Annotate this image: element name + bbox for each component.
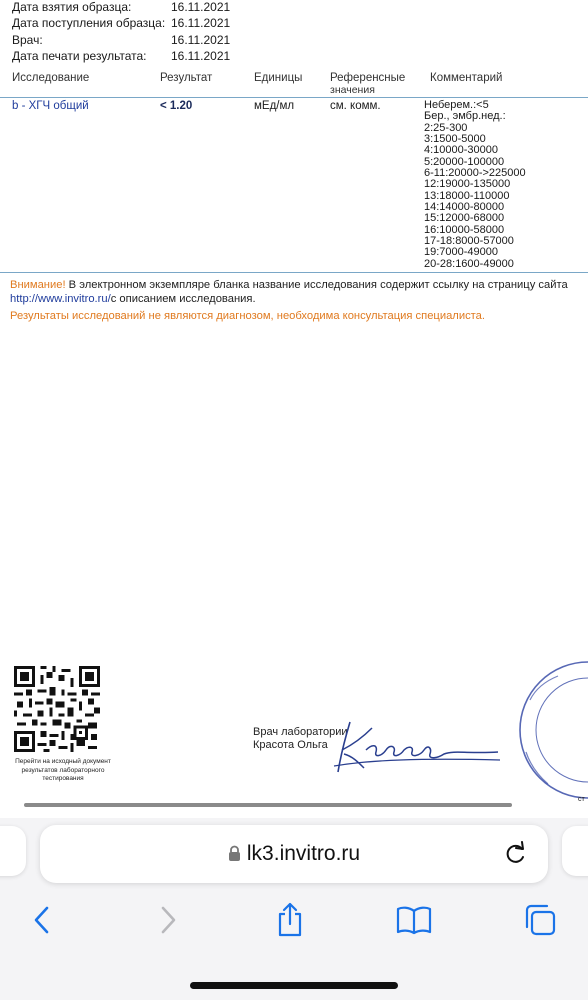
invitro-link[interactable]: http://www.invitro.ru/: [10, 293, 111, 305]
share-button[interactable]: [270, 900, 310, 940]
stamp-seal: [508, 660, 588, 810]
comment-line: 13:18000-110000: [424, 189, 510, 202]
address-bar[interactable]: [40, 825, 548, 883]
qr-code[interactable]: [14, 666, 100, 752]
meta-value: 16.11.2021: [171, 33, 231, 47]
comment-line: Бер., эмбр.нед.:: [424, 110, 506, 123]
horizontal-scrollbar[interactable]: [24, 803, 512, 807]
units-value: мЕд/мл: [254, 100, 295, 112]
row-divider: [0, 272, 588, 273]
comment-reference-ranges: [424, 100, 526, 270]
forward-icon: [157, 905, 179, 935]
back-icon: [31, 905, 53, 935]
doctor-name: Красота Ольга: [253, 739, 328, 751]
comment-line: 14:14000-80000: [424, 201, 505, 214]
meta-value: 16.11.2021: [171, 0, 231, 14]
url-text: lk3.invitro.ru: [246, 842, 361, 865]
stamp-edge-text: ст: [578, 796, 585, 803]
meta-label: Дата печати результата:: [12, 49, 147, 63]
comment-line: 15:12000-68000: [424, 212, 505, 225]
reload-icon[interactable]: [502, 841, 528, 867]
column-header-result: Результат: [160, 72, 213, 84]
comment-line: 17-18:8000-57000: [424, 235, 514, 248]
comment-line: 19:7000-49000: [424, 246, 499, 259]
notice-body: В электронном экземпляре бланка название исследования содержит ссылку на страницу сайта: [65, 279, 568, 291]
reference-value: см. комм.: [330, 100, 381, 112]
meta-label: Дата взятия образца:: [12, 0, 132, 14]
qr-caption: Перейти на исходный документ результатов лабораторного тестирования: [15, 758, 111, 782]
reference-header-line1: Референсные: [330, 72, 406, 84]
meta-value: 16.11.2021: [171, 16, 231, 30]
result-value: < 1.20: [160, 100, 193, 112]
forward-button[interactable]: [148, 900, 188, 940]
header-divider: [0, 97, 588, 98]
tabs-button[interactable]: [520, 900, 560, 940]
previous-tab-preview[interactable]: [0, 826, 26, 876]
comment-line: 4:10000-30000: [424, 144, 499, 157]
comment-line: Неберем.:<5: [424, 99, 489, 111]
notice-text: [10, 278, 580, 306]
meta-value: 16.11.2021: [171, 49, 231, 63]
next-tab-preview[interactable]: [562, 826, 588, 876]
handwritten-signature: [330, 714, 505, 779]
comment-line: 20-28:1600-49000: [424, 257, 514, 270]
share-icon: [275, 902, 305, 938]
column-header-units: Единицы: [254, 72, 303, 84]
bookmarks-button[interactable]: [394, 900, 434, 940]
column-header-comment: Комментарий: [430, 72, 503, 84]
comment-line: 6-11:20000->225000: [424, 167, 526, 180]
comment-line: 2:25-300: [424, 121, 468, 134]
bookmarks-icon: [396, 905, 432, 935]
comment-line: 12:19000-135000: [424, 178, 511, 191]
column-header-test: Исследование: [12, 72, 90, 84]
test-name-link[interactable]: b - ХГЧ общий: [12, 100, 89, 112]
address-text-container[interactable]: [40, 842, 548, 868]
disclaimer-text: Результаты исследований не являются диагнозом, необходима консультация специалиста.: [10, 310, 486, 322]
column-header-reference: [330, 72, 405, 96]
comment-line: 3:1500-5000: [424, 133, 486, 146]
comment-line: 5:20000-100000: [424, 155, 505, 168]
lock-icon: [228, 844, 241, 868]
notice-tail: с описанием исследования.: [110, 293, 256, 305]
meta-label: Дата поступления образца:: [12, 16, 166, 30]
doctor-title: Врач лаборатории: [253, 726, 348, 738]
meta-label: Врач:: [12, 33, 43, 47]
reference-header-line2: значения: [330, 84, 375, 96]
home-indicator[interactable]: [190, 982, 398, 989]
tabs-icon: [523, 903, 557, 937]
back-button[interactable]: [22, 900, 62, 940]
comment-line: 16:10000-58000: [424, 223, 505, 236]
notice-warning: Внимание!: [10, 279, 66, 291]
